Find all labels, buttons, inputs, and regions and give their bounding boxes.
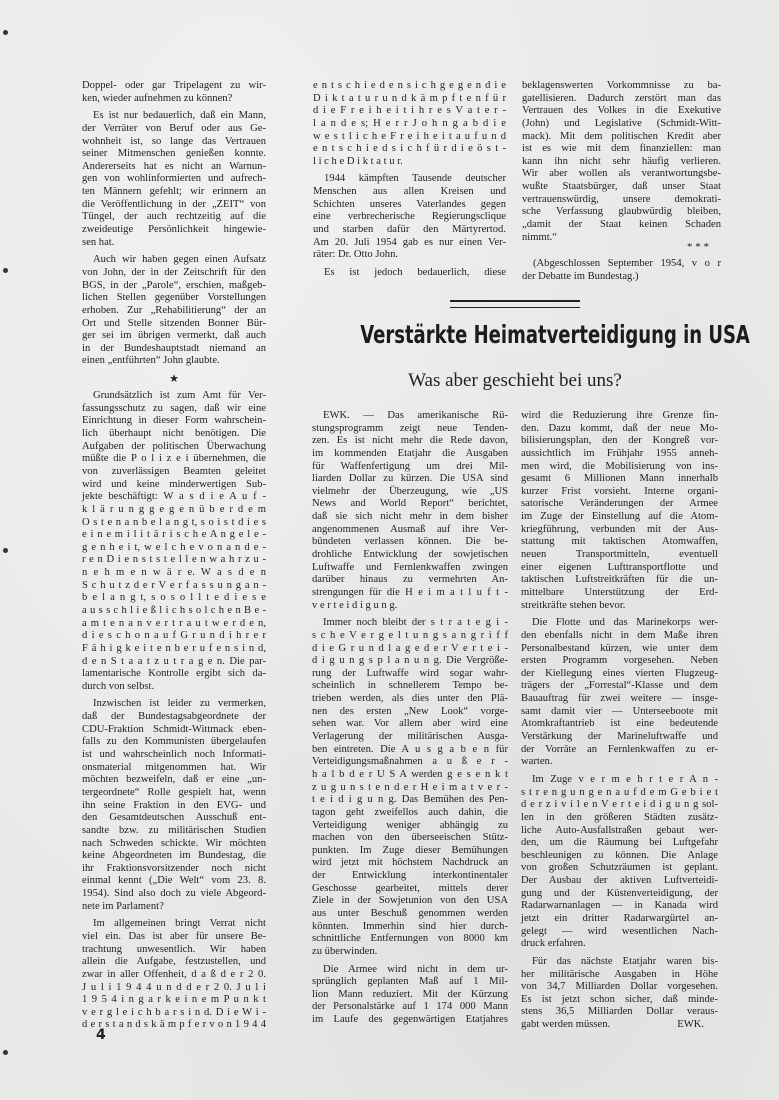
text-line: zu überwinden. xyxy=(312,945,378,957)
binding-hole-mark xyxy=(3,548,8,553)
article-column-2 xyxy=(312,410,508,1032)
text-line: nete im Parlament? xyxy=(82,900,164,912)
text-line: aus unter Beschuß genommen werden xyxy=(312,907,508,919)
text-line: einen „entführten“ John glaubte. xyxy=(82,355,220,367)
text-line: e n t s c h i e d e n s i c h g e g e n d i e xyxy=(313,80,506,91)
text-line: ist es wie mit dem finanziellen: man xyxy=(522,143,721,155)
section-separator-star: ★ xyxy=(169,373,179,386)
text-line: d i e s c h o n a u f G r u n d i h r e r xyxy=(82,630,266,642)
paragraph xyxy=(82,918,266,1032)
text-line: len in den größeren Städten zusätz- xyxy=(521,811,718,823)
text-line: müßte die P o l i z e i übernehmen, die xyxy=(82,453,266,465)
text-line: BGS, in der „Parole“, erschien, maßgeb- xyxy=(82,279,266,291)
text-line: lion Mann reduziert. Mit der Kürzung xyxy=(312,988,508,1000)
text-line: a m t e n a n v e r t r a u t w e r d e n, xyxy=(82,617,266,629)
text-line: Die Flotte und das Marinekorps wer- xyxy=(532,617,718,629)
text-line: r e n D i e n s t s t e l l e n w a h r z u - xyxy=(82,554,266,566)
column-2-text xyxy=(313,80,506,280)
text-line: scheinlich in schnellerem Tempo be- xyxy=(312,680,508,692)
binding-hole-mark xyxy=(3,268,8,273)
top-article-column-2 xyxy=(313,80,506,285)
text-line: darüber hinaus zu vermehrten An- xyxy=(312,574,508,586)
text-line: Radarwarnanlagen — in Kanada wird xyxy=(521,900,718,912)
text-line: s t r e n g u n g e n a u f d e m G e b i e t xyxy=(521,786,718,798)
text-line: stattung mit taktischen Atomwaffen, xyxy=(521,536,718,548)
text-line: Verteidigung weniger abhängig zu xyxy=(312,819,508,831)
text-line: a u s s c h l i e ß l i c h s o l c h e n B e - xyxy=(82,604,266,616)
text-line: Wir aber wollen als verantwortungsbe- xyxy=(522,168,721,180)
paragraph xyxy=(312,410,508,612)
text-line: d e n S t a a t z u t r a g e n. Die par- xyxy=(82,655,266,667)
text-line: stens 36,5 Milliarden Dollar veraus- xyxy=(521,1006,718,1018)
top-article-column-3 xyxy=(522,80,721,289)
text-line: gatellisieren. Dadurch zerstört man das xyxy=(522,92,721,104)
text-line: lamentarische Kontrolle ergibt sich da- xyxy=(82,668,266,680)
text-line: zwar in aller Offenheit, d a ß d e r 2 0. xyxy=(82,968,266,980)
paragraph xyxy=(312,617,508,958)
text-line: v e r g l e i c h b a r s i n d. D i e W i - xyxy=(82,1006,266,1018)
text-line: daß sie sich nicht mehr in dem bisher xyxy=(312,511,508,523)
text-line: im Zuge der Einstellung auf die Atom- xyxy=(521,511,718,523)
text-line: angenommenen Ausmaß auf ihre Ver- xyxy=(312,523,508,535)
text-line: satorische Veränderungen der Armee xyxy=(521,498,718,510)
text-line: samt damit vier — Unterseeboote mit xyxy=(521,705,718,717)
text-line: lichen Stellen gegenüber Vorstellungen xyxy=(82,292,266,304)
text-line: Verteidigungsmaßnahmen a u ß e r - xyxy=(312,756,508,768)
text-line: k l ä r u n g g e g e n ü b e r d e m xyxy=(82,503,266,515)
text-line: könnten. Immerhin sind hier durch- xyxy=(312,920,508,932)
text-line: mittelbare Unterstützung der Erd- xyxy=(521,586,718,598)
text-line: CDU-Fraktion Schmidt-Wittmack eben- xyxy=(82,723,266,735)
text-line: Luftwaffe und Fernlenkwaffen zwingen xyxy=(312,561,508,573)
text-line: Einrichtung in dieser Form wahrschein- xyxy=(82,415,266,427)
binding-hole-mark xyxy=(3,1050,8,1055)
article-column-2-text xyxy=(312,410,508,1027)
text-line: eine verbrecherische Regierungsclique xyxy=(313,211,506,223)
text-line: erhoben. Zur „Rehabilitierung“ der an xyxy=(82,304,266,316)
text-line: t e i d i g u n g. Das Bemühen des Pen- xyxy=(312,794,508,806)
text-line: Verlagerung der militärischen Ausga- xyxy=(312,731,508,743)
text-line: vertrauenswürdig, unsere demokrati- xyxy=(522,193,721,205)
text-line: kann ihn nicht sehr häufig verlieren. xyxy=(522,155,721,167)
text-line: liarden Dollar zu kürzen. Die USA sind xyxy=(312,473,508,485)
text-line: w e s t l i c h e F r e i h e i t a u f u n d xyxy=(313,130,506,142)
text-line: News and World Report“ berichtet, xyxy=(312,498,508,510)
text-line: Tüngel, der auch rechtzeitig auf die xyxy=(82,211,266,223)
text-line: wird und keine minderwertigen Sub- xyxy=(82,478,266,490)
author-signature: EWK. xyxy=(677,1019,704,1031)
paragraph xyxy=(522,80,721,244)
paragraph xyxy=(313,267,506,280)
paragraph xyxy=(521,956,718,1032)
text-line: trachtung unwesentlich. Wir haben xyxy=(82,943,266,955)
text-line: mack). Mit dem politischen Kredit aber xyxy=(522,130,721,142)
text-line: lich überhaupt nicht benötigen. Die xyxy=(82,428,266,440)
text-line: d e r s t a n d s k ä m p f e r v o n 1 9 4 4 xyxy=(82,1019,266,1031)
text-line: Für das nächste Etatjahr waren bis- xyxy=(532,955,718,967)
text-line: 1944 kämpften Tausende deutscher xyxy=(324,173,506,185)
binding-hole-mark xyxy=(3,30,8,35)
paragraph xyxy=(82,80,266,105)
paragraph xyxy=(522,258,721,283)
text-line: men wird, die Mobilisierung von ins- xyxy=(521,460,718,472)
text-line: daß der Bundestagsabgeordnete der xyxy=(82,711,266,723)
text-line: 1 9 5 4 i n g a r k e i n e m P u n k t xyxy=(82,994,266,1006)
text-line: für Waffenfertigung um drei Mil- xyxy=(312,460,508,472)
text-line: im kommenden Etatjahr die Ausgaben xyxy=(312,447,508,459)
text-line: im Laufe des gegenwärtigen Etatjahres xyxy=(312,1014,508,1026)
text-line: und starben dafür den Märtyrertod. xyxy=(313,224,506,236)
text-line: aussichtlich im Frühjahr 1955 anneh- xyxy=(521,447,718,459)
text-line: 1954). Sind also doch zu viele Abgeord- xyxy=(82,888,266,900)
text-line: l a n d e s; H e r r J o h n g a b d i e xyxy=(313,117,506,129)
text-line: Doppel- oder gar Tripelagent zu wir- xyxy=(82,80,266,91)
text-line: den Gesamtdeutschen Ausschuß ent- xyxy=(82,812,266,824)
column-1-part-a xyxy=(82,80,266,368)
text-line: e n t s c h i e d s i c h f ü r d i e ö s t - xyxy=(313,143,506,155)
text-line: gelegt — wird wesentlichen Nach- xyxy=(521,925,718,937)
text-line: sandte bzw. zu militärischen Studien xyxy=(82,824,266,836)
paragraph xyxy=(521,617,718,769)
text-line: Am 20. Juli 1954 gab es nur einen Ver- xyxy=(313,236,506,248)
text-line: wird die Reduzierung ihre Grenze fin- xyxy=(521,410,718,421)
text-line: onsmaterial mitgenommen hat. Wir xyxy=(82,761,266,773)
paragraph xyxy=(82,698,266,913)
text-line: beklagenswerten Vorkommnisse zu ba- xyxy=(522,80,721,91)
text-line: Andererseits hat es nicht an Warnun- xyxy=(82,160,266,172)
text-line: d e r z i v i l e n V e r t e i d i g u n g sol- xyxy=(521,799,718,811)
text-line: Es ist jedoch bedauerlich, diese xyxy=(324,266,506,278)
text-line: von 34,7 Milliarden Dollar vorgesehen. xyxy=(521,981,718,993)
text-line: sen hat. xyxy=(82,236,115,248)
text-line: von zuverlässigen Beamten geleitet xyxy=(82,465,266,477)
text-line: streitkräfte stehen bevor. xyxy=(521,599,626,611)
text-line: neuen Transportmitteln, eventuell xyxy=(521,549,718,561)
text-line: Aufgaben der politischen Überwachung xyxy=(82,440,266,452)
paragraph xyxy=(521,774,718,951)
article-subheadline: Was aber geschieht bei uns? xyxy=(408,370,622,391)
text-line: schnittliche Entfernungen von 8000 km xyxy=(312,933,508,945)
text-line: Personalbestand kürzen, wie unter dem xyxy=(521,642,718,654)
text-line: l i c h e D i k t a t u r. xyxy=(313,155,403,167)
paragraph xyxy=(313,173,506,261)
text-line: Ziele in der Sowjetunion von den USA xyxy=(312,895,508,907)
text-line: den ebenfalls nicht in dem Maße ihren xyxy=(521,629,718,641)
text-line: seiner Mitmenschen genießen konnte. xyxy=(82,148,266,160)
text-line: nimmt.“ xyxy=(522,231,558,243)
text-line: wohnheit ist, so lange das Vertrauen xyxy=(82,135,266,147)
text-line: zweideutige Persönlichkeit hingewie- xyxy=(82,224,266,236)
text-line: gabt werden müssen. xyxy=(521,1019,611,1031)
text-line: Schichten unseres Vaterlandes gegen xyxy=(313,198,506,210)
paragraph xyxy=(82,390,266,693)
text-line: punkten. Im Zuge dieser Bemühungen xyxy=(312,844,508,856)
text-line: räter: Dr. Otto John. xyxy=(313,249,399,261)
text-line: O s t e n a n b e l a n g t, s o i s t d i e s xyxy=(82,516,266,528)
text-line: Grundsätzlich ist zum Amt für Ver- xyxy=(93,390,266,402)
closing-note xyxy=(522,258,721,283)
text-line: einer eigenen Lufttransportflotte und xyxy=(521,561,718,573)
text-line: taktischen Luftstreitkräften für die un- xyxy=(521,574,718,586)
text-line: sche Verfassung glaubwürdig bleiben, xyxy=(522,206,721,218)
column-1-part-b xyxy=(82,390,266,1032)
text-line: Ort und Stelle sitzenden Bonner Bür- xyxy=(82,317,266,329)
text-line: Immer noch bleibt der s t r a t e g i - xyxy=(323,617,508,629)
text-line: einmal kennt („Die Welt“ vom 23. 8. xyxy=(82,875,266,887)
text-line: warten. xyxy=(521,756,553,768)
text-line: d i e F r e i h e i t i h r e s V a t e r - xyxy=(313,105,506,117)
text-line: Vertrauen des Volkes in die Exekutive xyxy=(522,105,721,117)
text-line: jetzt ein dritter Radarwargürtel an- xyxy=(521,912,718,924)
text-line: wird jetzt mit höchstem Nachdruck an xyxy=(312,857,508,869)
article-headline: Verstärkte Heimatverteidigung in USA xyxy=(360,320,750,349)
text-line: J u l i 1 9 4 4 u n d d e r 2 0. J u l i xyxy=(82,981,266,993)
text-line: her militärische Ausgaben in Höhe xyxy=(521,968,718,980)
text-line: Der Ausbau der aktiven Luftverteidi- xyxy=(521,875,718,887)
text-line: Im Zuge v e r m e h r t e r A n - xyxy=(532,773,718,785)
text-line: ersten Programm vorgesehen. Neben xyxy=(521,655,718,667)
text-line: der Personalstärke auf 1 174 000 Mann xyxy=(312,1001,508,1013)
text-line: von John, der in der Zeitschrift für den xyxy=(82,266,266,278)
text-line: ben eintreten. Die A u s g a b e n für xyxy=(312,743,508,755)
text-line: F ä h i g k e i t e n b e r u f e n s i n d, xyxy=(82,642,266,654)
text-line: v e r t e i d i g u n g. xyxy=(312,599,398,611)
text-line: trägers der „Forrestal“-Klasse und dem xyxy=(521,680,718,692)
top-article-column-1 xyxy=(82,80,266,1037)
paragraph xyxy=(82,110,266,249)
text-line: Es ist jetzt schon sicher, daß minde- xyxy=(521,993,718,1005)
text-line: der Entwicklung interkontinentaler xyxy=(312,870,508,882)
paragraph xyxy=(313,80,506,168)
text-line: ihr Fraktionsvorsitzender noch nicht xyxy=(82,862,266,874)
text-line: d i g u n g s p l a n u n g. Die Vergröße- xyxy=(312,655,508,667)
text-line: nach Schweden schickte. Wir möchten xyxy=(82,837,266,849)
text-line: (John) und Legislative (Schmidt-Witt- xyxy=(522,117,721,129)
text-line: der Vorräte an Fernlenkwaffen zu er- xyxy=(521,743,718,755)
text-line: h a l b d e r U S A werden g e s e n k t xyxy=(312,768,508,780)
text-line: rung der Luftwaffe wird sogar wahr- xyxy=(312,667,508,679)
text-line: b e l a n g t, s o s o l l t e d i e s e xyxy=(82,592,266,604)
text-line: der Debatte im Bundestag.) xyxy=(522,270,639,282)
text-line: machen von den überseeischen Stütz- xyxy=(312,832,508,844)
text-line: möchten bezweifeln, daß er eine „un- xyxy=(82,774,266,786)
text-line: beschleunigen zu können. Die Anlage xyxy=(521,849,718,861)
text-line: sehen war. Vor allem aber wird eine xyxy=(312,718,508,730)
article-column-3 xyxy=(521,410,718,1037)
text-line: tagon geht zweifellos auch dahin, die xyxy=(312,806,508,818)
text-line: liche Auto-Ausfallstraßen gebaut wer- xyxy=(521,824,718,836)
paragraph xyxy=(82,254,266,368)
text-line: kurzer Frist vorsieht. Interne organi- xyxy=(521,485,718,497)
text-line: sprünglich geplanten Maß auf 1 Mil- xyxy=(312,976,508,988)
text-line: tergeordnete“ Rolle gespielt hat, wenn xyxy=(82,786,266,798)
text-line: jekte beschäftigt: W a s d i e A u f - xyxy=(82,491,266,503)
text-line: Im allgemeinen bringt Verrat nicht xyxy=(93,918,266,930)
text-line: nen des ersten „New Look“ vorge- xyxy=(312,705,508,717)
text-line: n e h m e n w ä r e. W a s d e n xyxy=(82,567,266,579)
text-line: vielmehr der Überzeugung, wie „US xyxy=(312,485,508,497)
text-line: EWK. — Das amerikanische Rü- xyxy=(323,410,508,421)
text-line: Atomkraftantrieb ist eine bedeutende xyxy=(521,718,718,730)
text-line: den. Dazu kommt, daß der neue Mo- xyxy=(521,422,718,434)
text-line: druck erfahren. xyxy=(521,938,586,950)
text-line: Auch wir haben gegen einen Aufsatz xyxy=(93,254,266,266)
text-line: gesamt 6 Millionen Mann innerhalb xyxy=(521,473,718,485)
text-line: ihn seine Fraktion in den EVG- und xyxy=(82,799,266,811)
paragraph xyxy=(521,410,718,612)
text-line: den, um die Räumung bei Luftgefahr xyxy=(521,837,718,849)
text-line: „damit der Staat keinen Schaden xyxy=(522,219,721,231)
text-line: durch von selbst. xyxy=(82,680,155,692)
text-line: kriegführung, verbunden mit der Aus- xyxy=(521,523,718,535)
text-line: trieben werden, als dies unter den Plä- xyxy=(312,693,508,705)
text-line: Menschen aus allen Kreisen und xyxy=(313,186,506,198)
text-line: allein die Aufgabe, festzustellen, und xyxy=(82,956,266,968)
text-line: d i e G r u n d l a g e d e r V e r t e i - xyxy=(312,642,508,654)
text-line: Inzwischen ist leider zu vermerken, xyxy=(93,698,266,710)
text-line: ist und wahrscheinlich noch Informati- xyxy=(82,749,266,761)
text-line: bündeten verlassen können. Die be- xyxy=(312,536,508,548)
column-3-text xyxy=(522,80,721,244)
text-line: gen von wohlinformierten und aufrech- xyxy=(82,173,266,185)
text-line: Bauauftrag für zwei weitere — insge- xyxy=(521,693,718,705)
article-divider-rule xyxy=(450,300,580,308)
text-line: von großen Schutzräumen ist geplant. xyxy=(521,862,718,874)
text-line: ken, wieder aufnehmen zu können? xyxy=(82,92,233,104)
text-line: keine Abgeordneten im Bundestag, die xyxy=(82,850,266,862)
text-line: (Abgeschlossen September 1954, v o r xyxy=(533,258,721,270)
end-mark-asterisks: * * * xyxy=(687,241,709,254)
text-line: fassungsschutz zu sagen, daß wir eine xyxy=(82,402,266,414)
text-line: z u g u n s t e n d e r H e i m a t v e r - xyxy=(312,781,508,793)
text-line: zen. Es ist nicht mehr die Rede davon, xyxy=(312,435,508,447)
paragraph xyxy=(312,964,508,1027)
text-line: Es ist nur bedauerlich, daß ein Mann, xyxy=(93,110,266,122)
text-line: der Kiellegung eines vierten Flugzeug- xyxy=(521,667,718,679)
text-line: strengungen für die H e i m a t l u f t - xyxy=(312,586,508,598)
text-line: Die Armee wird nicht in dem ur- xyxy=(323,963,508,975)
text-line: viel ein. Das ist aber für unsere Be- xyxy=(82,931,266,942)
text-line: stungsprogramm zeigt neue Tenden- xyxy=(312,422,508,434)
text-line: Verstärkung der Marineluftwaffe und xyxy=(521,731,718,743)
text-line: wußte Staatsbürger, daß unser Staat xyxy=(522,181,721,193)
text-line: D i k t a t u r u n d k ä m p f t e n f ü r xyxy=(313,92,506,104)
article-column-3-text xyxy=(521,410,718,1032)
text-line: ten Männern gefehlt; wir erinnern an xyxy=(82,186,266,198)
text-line: bilisierungsplan, den der Kongreß vor- xyxy=(521,435,718,447)
text-line: Geschosse gearbeitet, mittels derer xyxy=(312,882,508,894)
text-line: ger sei im übrigen vermerkt, daß auch xyxy=(82,330,266,342)
text-line: gung und der Küstenverteidigung, der xyxy=(521,887,718,899)
text-line: g e n h e i t, w e l c h e v o n a n d e - xyxy=(82,541,266,553)
text-line: S c h u t z d e r V e r f a s s u n g a n - xyxy=(82,579,266,591)
text-line: falls zu den Kommunisten übergelaufen xyxy=(82,736,266,748)
text-line: der Verräter von Beruf oder aus Ge- xyxy=(82,122,266,134)
text-line: s c h e V e r g e l t u n g s a n g r i f f xyxy=(312,629,508,641)
text-line: e i n e m i l i t ä r i s c h e A n g e l e - xyxy=(82,529,266,541)
page-number: 4 xyxy=(96,1027,106,1043)
text-line: die Veröffentlichung in der „ZEIT“ von xyxy=(82,198,266,210)
text-line: in der Bundeshauptstadt niemand an xyxy=(82,342,266,354)
text-line: drohliche Entwicklung der sowjetischen xyxy=(312,549,508,561)
